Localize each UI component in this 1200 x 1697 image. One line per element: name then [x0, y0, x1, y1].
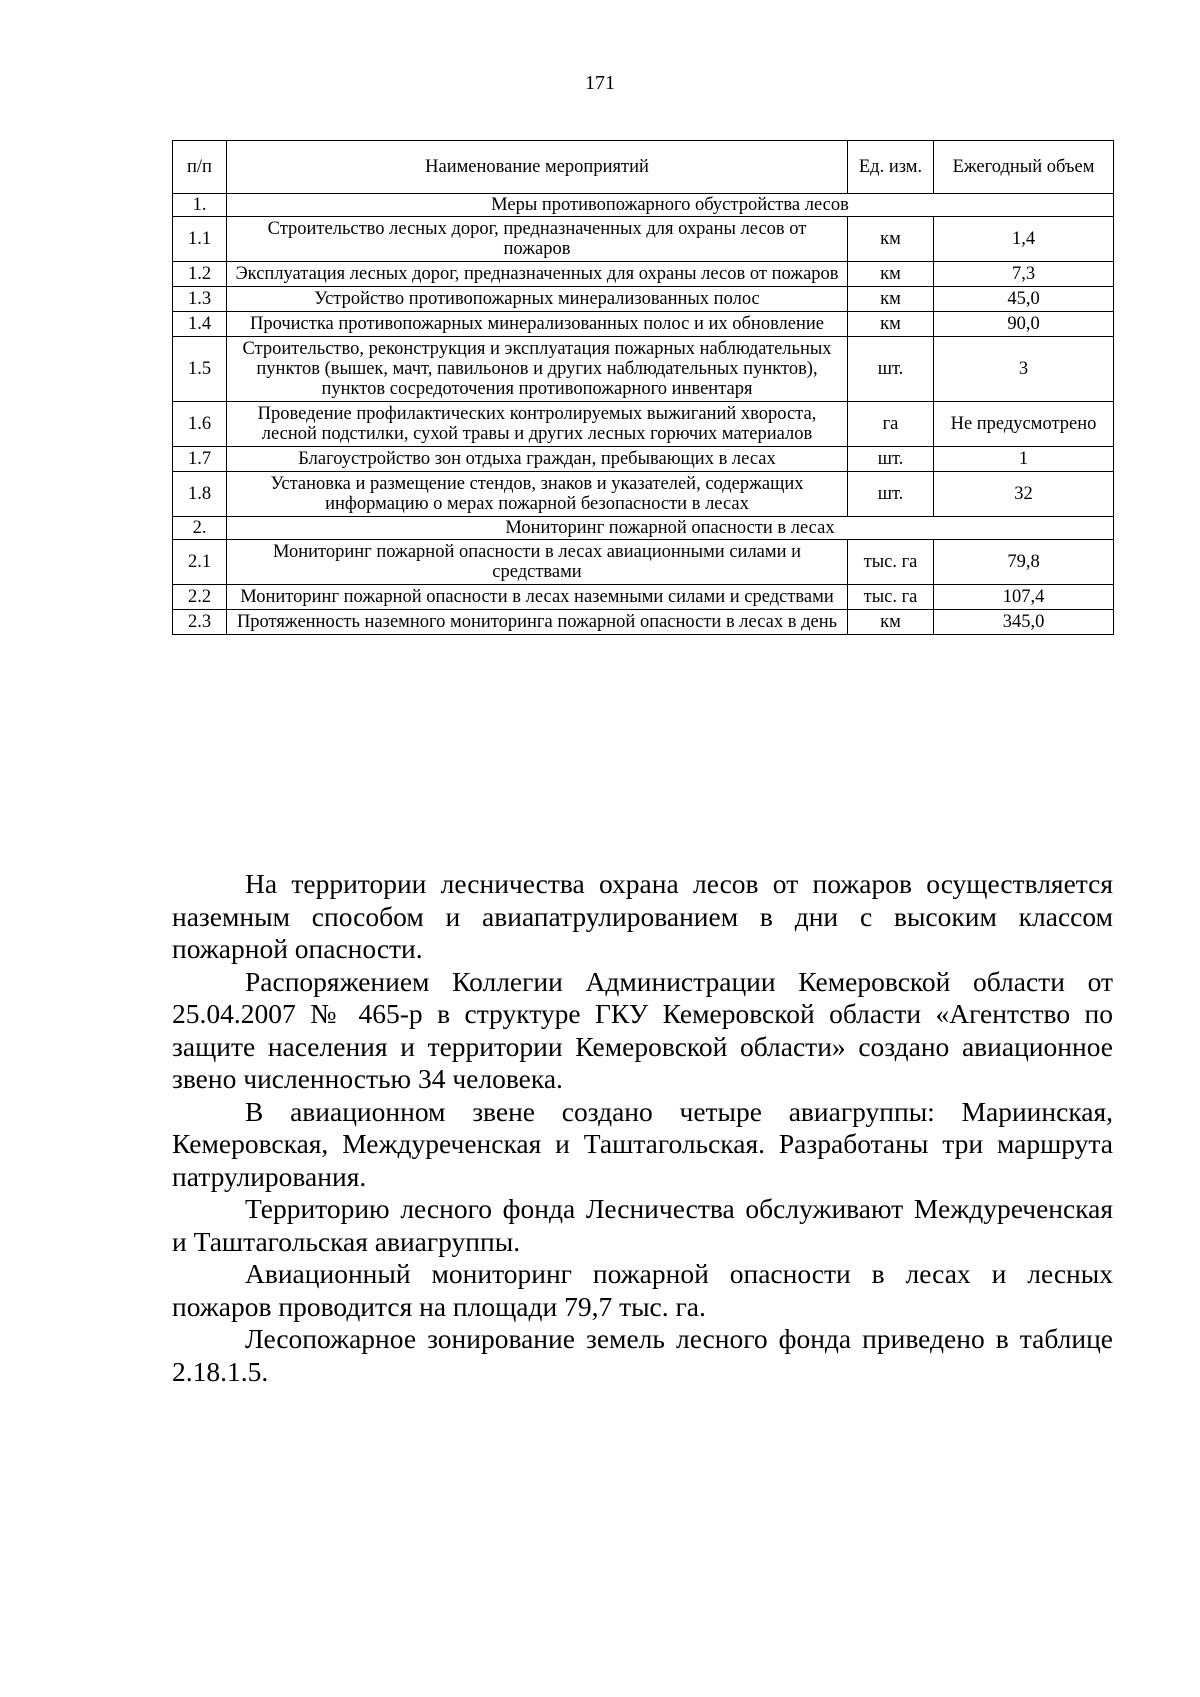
row-unit: тыс. га: [848, 540, 934, 585]
row-name: Эксплуатация лесных дорог, предназначенных для охраны лесов от пожаров: [227, 262, 848, 287]
table-row: [173, 262, 1114, 287]
row-unit: км: [848, 217, 934, 262]
row-num: 1.2: [173, 262, 227, 287]
paragraph: Авиационный мониторинг пожарной опасности в лесах и лесных пожаров проводится на площади 79,7 тыс. га.: [172, 1258, 1113, 1322]
table-body: [173, 194, 1114, 635]
header-unit: Ед. изм.: [848, 141, 934, 194]
page-number: 171: [585, 72, 615, 94]
row-name: Строительство лесных дорог, предназначенных для охраны лесов от пожаров: [227, 217, 848, 262]
table-row: [173, 337, 1114, 402]
table-row: [173, 447, 1114, 472]
row-name: Мониторинг пожарной опасности в лесах наземными силами и средствами: [227, 585, 848, 610]
table-section-row: [173, 517, 1114, 540]
row-name: Мониторинг пожарной опасности в лесах авиационными силами и средствами: [227, 540, 848, 585]
table-row: [173, 217, 1114, 262]
table-header-row: [173, 141, 1114, 194]
table-row: [173, 540, 1114, 585]
row-unit: тыс. га: [848, 585, 934, 610]
row-num: 1.8: [173, 472, 227, 517]
row-num: 2.2: [173, 585, 227, 610]
row-name: Строительство, реконструкция и эксплуатация пожарных наблюдательных пунктов (вышек, мачт, павильонов и других наблюдательных пунктов), пунктов сосредоточения противопожарного инвентаря: [227, 337, 848, 402]
row-volume: 3: [934, 337, 1114, 402]
row-volume: 90,0: [934, 312, 1114, 337]
row-unit: км: [848, 287, 934, 312]
row-num: 1.5: [173, 337, 227, 402]
row-name: Благоустройство зон отдыха граждан, пребывающих в лесах: [227, 447, 848, 472]
row-volume: 1: [934, 447, 1114, 472]
row-num: 2.3: [173, 610, 227, 635]
row-volume: 107,4: [934, 585, 1114, 610]
header-volume: Ежегодный объем: [934, 141, 1114, 194]
paragraph: Территорию лесного фонда Лесничества обслуживают Междуреченская и Таштагольская авиагруппы.: [172, 1193, 1113, 1257]
row-num: 1.7: [173, 447, 227, 472]
table-row: [173, 472, 1114, 517]
paragraph: Распоряжением Коллегии Администрации Кемеровской области от 25.04.2007 № 465-р в структуре ГКУ Кемеровской области «Агентство по защите населения и территории Кемеровской области» создано авиационное звено численностью 34 человека.: [172, 965, 1113, 1094]
row-unit: км: [848, 262, 934, 287]
row-name: Установка и размещение стендов, знаков и указателей, содержащих информацию о мерах пожарной безопасности в лесах: [227, 472, 848, 517]
row-unit: га: [848, 402, 934, 447]
section-title: Меры противопожарного обустройства лесов: [227, 194, 1114, 217]
table-row: [173, 585, 1114, 610]
fire-measures-table: [172, 140, 1114, 635]
table-row: [173, 312, 1114, 337]
row-name: Проведение профилактических контролируемых выжиганий хвороста, лесной подстилки, сухой травы и других лесных горючих материалов: [227, 402, 848, 447]
row-unit: шт.: [848, 447, 934, 472]
row-num: 1.: [173, 194, 227, 217]
paragraph: Лесопожарное зонирование земель лесного фонда приведено в таблице 2.18.1.5.: [172, 1323, 1113, 1387]
row-num: 2.: [173, 517, 227, 540]
row-volume: 45,0: [934, 287, 1114, 312]
row-volume: 345,0: [934, 610, 1114, 635]
row-num: 1.3: [173, 287, 227, 312]
paragraph: В авиационном звене создано четыре авиагруппы: Мариинская, Кемеровская, Междуреченская и Таштагольская. Разработаны три маршрута патрулирования.: [172, 1095, 1113, 1192]
row-unit: км: [848, 312, 934, 337]
row-unit: шт.: [848, 337, 934, 402]
table-section-row: [173, 194, 1114, 217]
header-num: п/п: [173, 141, 227, 194]
row-num: 1.6: [173, 402, 227, 447]
row-volume: 79,8: [934, 540, 1114, 585]
table-row: [173, 287, 1114, 312]
row-num: 2.1: [173, 540, 227, 585]
row-name: Протяженность наземного мониторинга пожарной опасности в лесах в день: [227, 610, 848, 635]
row-volume: Не предусмотрено: [934, 402, 1114, 447]
row-volume: 7,3: [934, 262, 1114, 287]
row-name: Прочистка противопожарных минерализованных полос и их обновление: [227, 312, 848, 337]
row-volume: 1,4: [934, 217, 1114, 262]
row-name: Устройство противопожарных минерализованных полос: [227, 287, 848, 312]
header-name: Наименование мероприятий: [227, 141, 848, 194]
row-num: 1.4: [173, 312, 227, 337]
table-row: [173, 402, 1114, 447]
row-unit: шт.: [848, 472, 934, 517]
section-title: Мониторинг пожарной опасности в лесах: [227, 517, 1114, 540]
row-num: 1.1: [173, 217, 227, 262]
row-unit: км: [848, 610, 934, 635]
table-row: [173, 610, 1114, 635]
paragraph: На территории лесничества охрана лесов от пожаров осуществляется наземным способом и авиапатрулированием в дни с высоким классом пожарной опасности.: [172, 868, 1113, 964]
row-volume: 32: [934, 472, 1114, 517]
body-text: [172, 868, 1113, 1388]
